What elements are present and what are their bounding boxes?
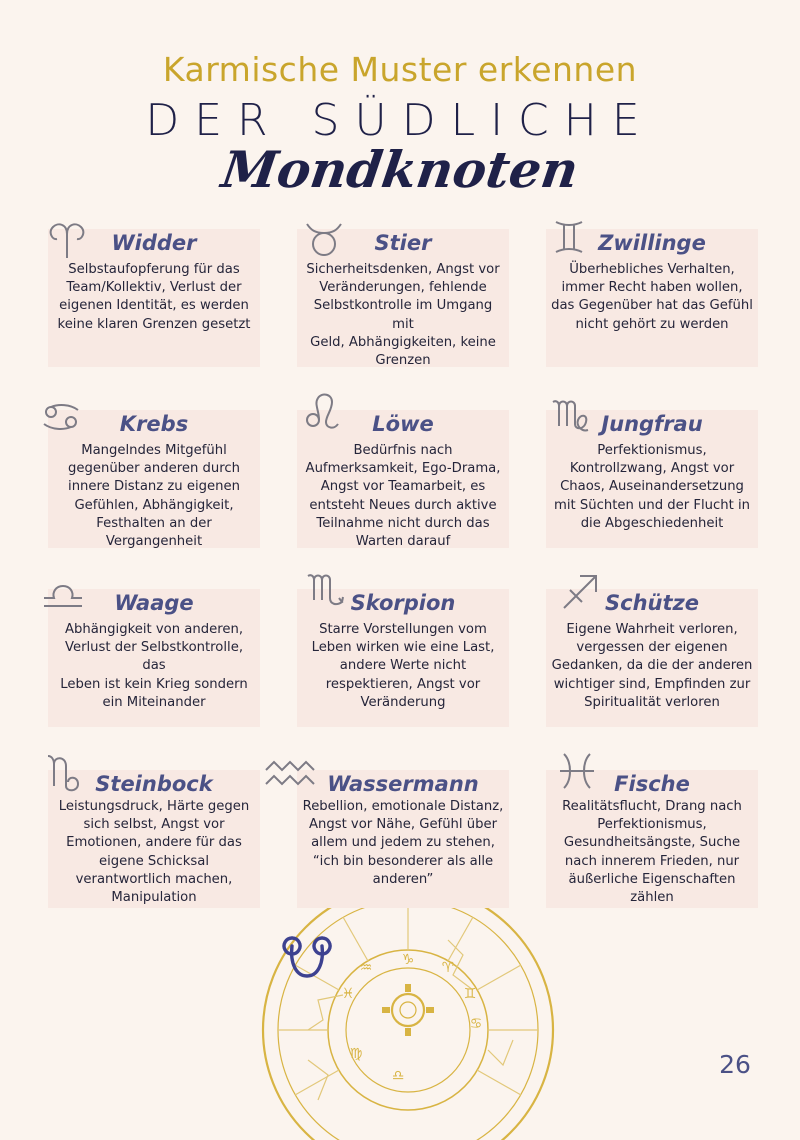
card-text: Rebellion, emotionale Distanz, Angst vor Nähe, Gefühl über allem und jedem zu stehen, “ich bin besonderer als alle anderen” [302,799,504,887]
card-text: Selbstaufopferung für das Team/Kollektiv, Verlust der eigenen Identität, es werden keine klaren Grenzen gesetzt [57,262,251,332]
card-title: Schütze [605,591,699,615]
card-text: Eigene Wahrheit verloren, vergessen der eigenen Gedanken, da die der anderen wichtiger sind, Empfinden zur Spiritualität verloren [551,622,753,710]
card-text: Leistungsdruck, Härte gegen sich selbst, Angst vor Emotionen, andere für das eigene Schicksal verantwortlich machen, Manipulation [58,799,250,906]
libra-icon [42,576,84,618]
svg-text:♍: ♍ [349,1046,363,1062]
leo-icon [302,390,344,432]
card-text: Starre Vorstellungen vom Leben wirken wie eine Last, andere Werte nicht respektieren, Angst vor Veränderung [311,622,495,710]
card-title: Stier [374,231,432,255]
card-title: Zwillinge [598,231,706,255]
svg-text:♒: ♒ [359,960,373,976]
page-number: 26 [719,1050,751,1079]
card-text: Überhebliches Verhalten, immer Recht haben wollen, das Gegenüber hat das Gefühl nicht gehört zu werden [551,262,753,332]
card-wassermann [297,770,509,908]
card-title: Krebs [119,412,189,436]
card-text: Abhängigkeit von anderen, Verlust der Selbstkontrolle, das Leben ist kein Krieg sondern ein Miteinander [60,622,248,710]
svg-text:♎: ♎ [391,1068,405,1084]
card-title: Skorpion [350,591,456,615]
card-text: Perfektionismus, Kontrollzwang, Angst vor Chaos, Auseinandersetzung mit Süchten und der Flucht in die Abgeschiedenheit [553,443,751,531]
card-text: Realitätsflucht, Drang nach Perfektionismus, Gesundheitsängste, Suche nach innerem Frieden, nur äußerliche Eigenschaften zählen [562,799,742,906]
svg-text:♊: ♊ [463,986,477,1002]
card-title: Löwe [372,412,434,436]
sagittarius-icon [560,570,602,612]
svg-text:♑: ♑ [401,952,415,968]
cancer-icon [40,396,82,438]
south-node-icon [278,928,336,984]
taurus-icon [303,218,345,260]
scorpio-icon [306,568,348,610]
zodiac-wheel-icon [248,880,568,1140]
card-text: Bedürfnis nach Aufmerksamkeit, Ego-Drama, Angst vor Teamarbeit, es entsteht Neues durch aktive Teilnahme nicht durch das Warten darauf [305,443,501,550]
aries-icon [46,218,88,260]
card-title: Widder [111,231,197,255]
card-title: Waage [114,591,194,615]
card-title: Steinbock [95,772,213,796]
svg-text:♈: ♈ [441,960,455,976]
aquarius-icon [264,756,306,798]
card-title: Wassermann [327,772,479,796]
card-title: Fische [614,772,690,796]
page-title: DER SÜDLICHE [145,95,655,146]
capricorn-icon [44,752,86,794]
svg-text:♋: ♋ [469,1016,483,1032]
page-subtitle: Karmische Muster erkennen [162,50,638,89]
svg-text:♓: ♓ [341,986,355,1002]
pisces-icon [556,750,598,792]
virgo-icon [550,392,592,434]
card-title: Jungfrau [601,412,703,436]
card-text: Sicherheitsdenken, Angst vor Veränderungen, fehlende Selbstkontrolle im Umgang mit Geld, Abhängigkeiten, keine Grenzen [306,262,500,369]
card-text: Mangelndes Mitgefühl gegenüber anderen durch innere Distanz zu eigenen Gefühlen, Abhängigkeit, Festhalten an der Vergangenheit [68,443,240,550]
gemini-icon [548,216,590,258]
page-script-title: Mondknoten [218,140,582,199]
